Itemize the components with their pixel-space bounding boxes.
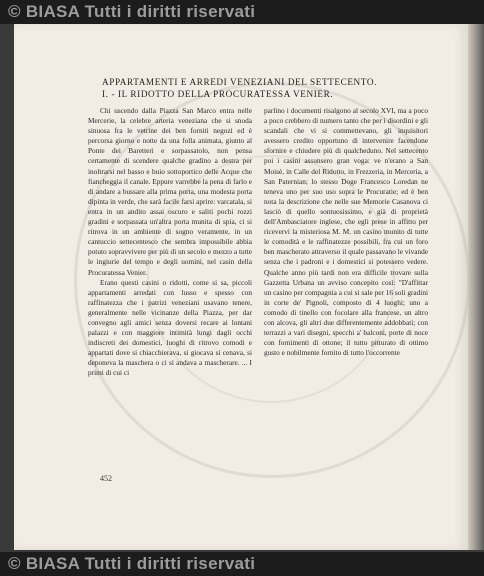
column-right <box>264 106 428 472</box>
paragraph: Erano questi casini o ridotti, come si sa, piccoli appartamenti arredati con lusso e spesso con raffinatezza che i patrizi veneziani usavano tenere, generalmente nelle vicinanze della Piazza, per dar convegno agli amici senza doversi recare ai lontani palazzi e con maggiore intimità lungi dagli occhi indiscreti dei domestici, luoghi di ritrovo comodi e appartati dove si chiacchierava, si giocava si cenava, si deponeva la maschera o ci si andava a mascherare. ... I primi di cui ci <box>88 277 252 378</box>
article-subtitle: I. - IL RIDOTTO DELLA PROCURATESSA VENIER. <box>102 89 334 99</box>
page-number: 452 <box>100 474 112 483</box>
text-columns <box>88 106 428 472</box>
paragraph: Chi uscendo dalla Piazza San Marco entra nelle Mercerie, la celebre arteria veneziana che si snoda sinuosa fra le vetrine dei ben forniti negozi ed è percorsa giorno e notte da una folla animata, giunto al Ponte dei Baretteri e sorpassatolo, non pensa certamente di scendere qualche gradino a destra per inoltrarsi nel basso e buio sottoportico delle Acque che fiancheggia il canale. Eppure varrebbe la pena di farlo e di andare a bussare alla prima porta, una modesta porta dipinta in verde, che sarà facile farsi aprire: varcatala, si entra in un andito assai oscuro e saliti pochi rozzi gradini e sorpassata un'altra porta munita di spia, ci si ritrova in un ambiente di sogno veramente, in un cantuccio settecentesco che sembra impossibile abbia potuto sopravvivere per più di un secolo e mezzo a tutte le ingiurie del tempo e degli uomini, nel casin della Procuratessa Venier. <box>88 106 252 277</box>
column-left <box>88 106 252 472</box>
page-edge-shadow <box>468 24 484 550</box>
article-heading <box>102 76 442 100</box>
watermark-banner-top: © BIASA Tutti i diritti riservati <box>0 0 484 24</box>
paragraph: parlino i documenti risalgono al secolo XVI, ma a poco a poco crebbero di numero tanto che per i disordini e gli scandali che vi si commettevano, gli inquisitori avessero credito opportuno di intervenire facendone sfornire e chiudere più di qualcheduno. Nel settecento poi i casini assunsero gran voga: ve n'erano a San Moisè, in Calle del Ridotto, in Frezzeria, in Merceria, a San Paternian; lo stesso Doge Francesco Loredan ne teneva uno per suo uso sopra le Procuratie; ed è ben nota la descrizione che nelle sue Memorie Casanova ci lasciò di quello sontuosissimo, e già di proprietà dell'Ambasciatore inglese, che egli prese in affitto per ricevervi la misteriosa M. M. un casino munito di tutte le comodità e le raffinatezze possibili, fra cui un foro ben mascherato attraverso il quale passavano le vivande senza che i padroni e i domestici si potessero vedere. Qualche anno più tardi non era difficile trovare sulla Gazzetta Urbana un avviso concepito così: "D'affittar un casino per compagnia a cui si sale per 16 soli gradini in corte de' Pignoli, composto di 4 luoghi; uno a comodo di tinello con focolare alla francese, un altro con alcova, gli altri due differentemente addobbati; con terrazzi a vari disegni, specchi a' balconi, porte di noce con fornimenti di ottone; il tutto pitturato di ottimo gusto e nobilmente fornito di tutto l'occorrente <box>264 106 428 358</box>
article-title: APPARTAMENTI E ARREDI VENEZIANI DEL SETTECENTO. <box>102 77 377 87</box>
watermark-banner-bottom: © BIASA Tutti i diritti riservati <box>0 552 484 576</box>
